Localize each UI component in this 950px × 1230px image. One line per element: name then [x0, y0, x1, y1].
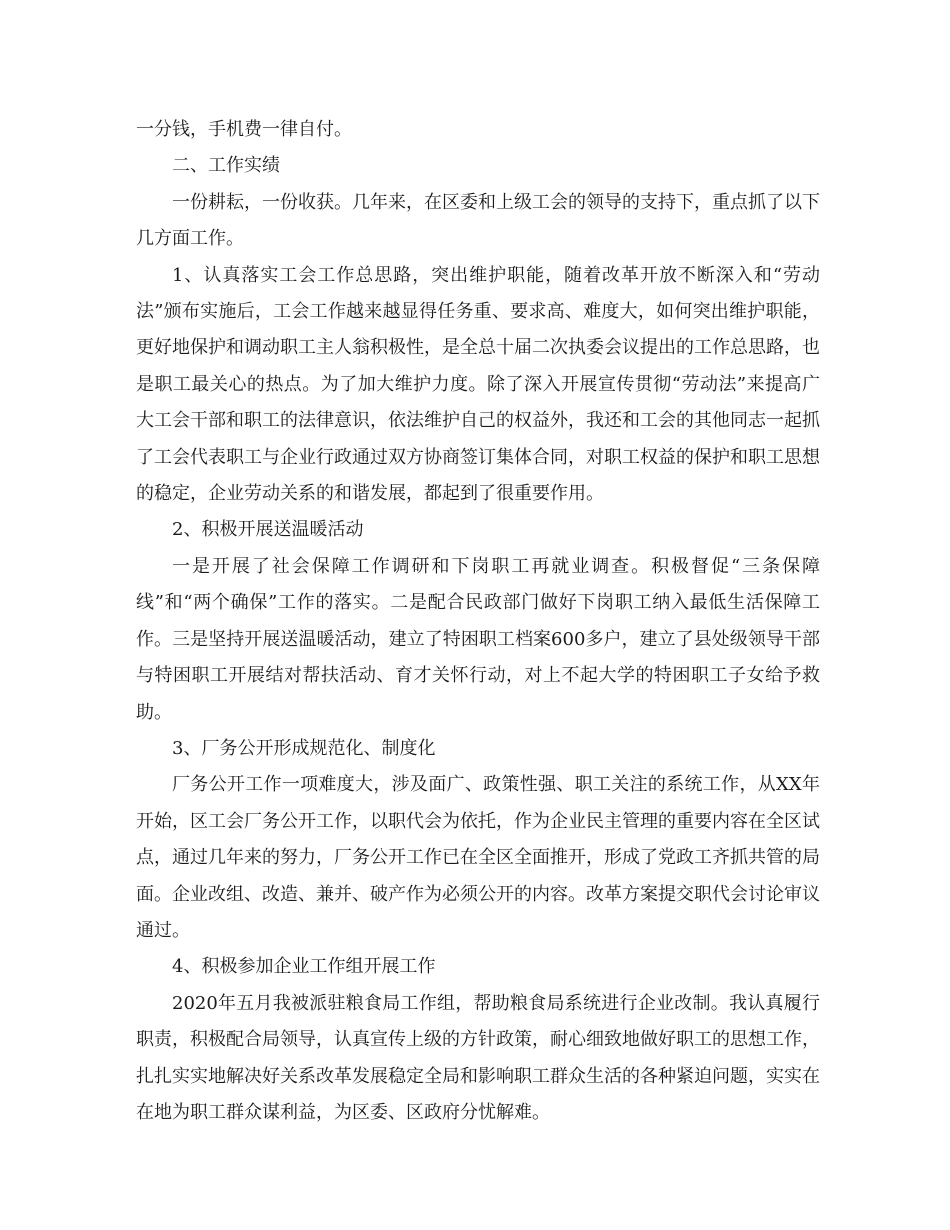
paragraph-continuation: 一分钱，手机费一律自付。 [136, 119, 352, 140]
subheading-item-2: 2、积极开展送温暖活动 [172, 519, 364, 541]
paragraph-item-4: 2020年五月我被派驻粮食局工作组，帮助粮食局系统进行企业改制。我认真履行职责，积极配合局领导，认真宣传上级的方针政策，耐心细致地做好职工的思想工作，扎扎实实地解决好关系改革发展稳定全局和影响职工群众生活的各种紧迫问题，实实在在地为职工群众谋利益，为区委、区政府分忧解难。 [136, 992, 820, 1123]
section-heading-work-results: 二、工作实绩 [172, 155, 280, 177]
document-body [136, 112, 820, 1131]
paragraph-intro: 一份耕耘，一份收获。几年来，在区委和上级工会的领导的支持下，重点抓了以下几方面工作。 [136, 191, 820, 250]
paragraph-item-1: 1、认真落实工会工作总思路，突出维护职能，随着改革开放不断深入和“劳动法”颁布实施后，工会工作越来越显得任务重、要求高、难度大，如何突出维护职能，更好地保护和调动职工主人翁积极性，是全总十届二次执委会议提出的工作总思路，也是职工最关心的热点。为了加大维护力度。除了深入开展宣传贯彻“劳动法”来提高广大工会干部和职工的法律意识，依法维护自己的权益外，我还和工会的其他同志一起抓了工会代表职工与企业行政通过双方协商签订集体合同，对职工权益的保护和职工思想的稳定，企业劳动关系的和谐发展，都起到了很重要作用。 [136, 264, 820, 505]
subheading-item-4: 4、积极参加企业工作组开展工作 [172, 956, 436, 978]
paragraph-item-2: 一是开展了社会保障工作调研和下岗职工再就业调查。积极督促“三条保障线”和“两个确保”工作的落实。二是配合民政部门做好下岗职工纳入最低生活保障工作。三是坚持开展送温暖活动，建立了特困职工档案600多户，建立了县处级领导干部与特困职工开展结对帮扶活动、育才关怀行动，对上不起大学的特困职工子女给予救助。 [136, 555, 820, 723]
subheading-item-3: 3、厂务公开形成规范化、制度化 [172, 737, 436, 759]
paragraph-item-3: 厂务公开工作一项难度大，涉及面广、政策性强、职工关注的系统工作，从XX年开始，区工会厂务公开工作，以职代会为依托，作为企业民主管理的重要内容在全区试点，通过几年来的努力，厂务公开工作已在全区全面推开，形成了党政工齐抓共管的局面。企业改组、改造、兼并、破产作为必须公开的内容。改革方案提交职代会讨论审议通过。 [136, 774, 820, 941]
